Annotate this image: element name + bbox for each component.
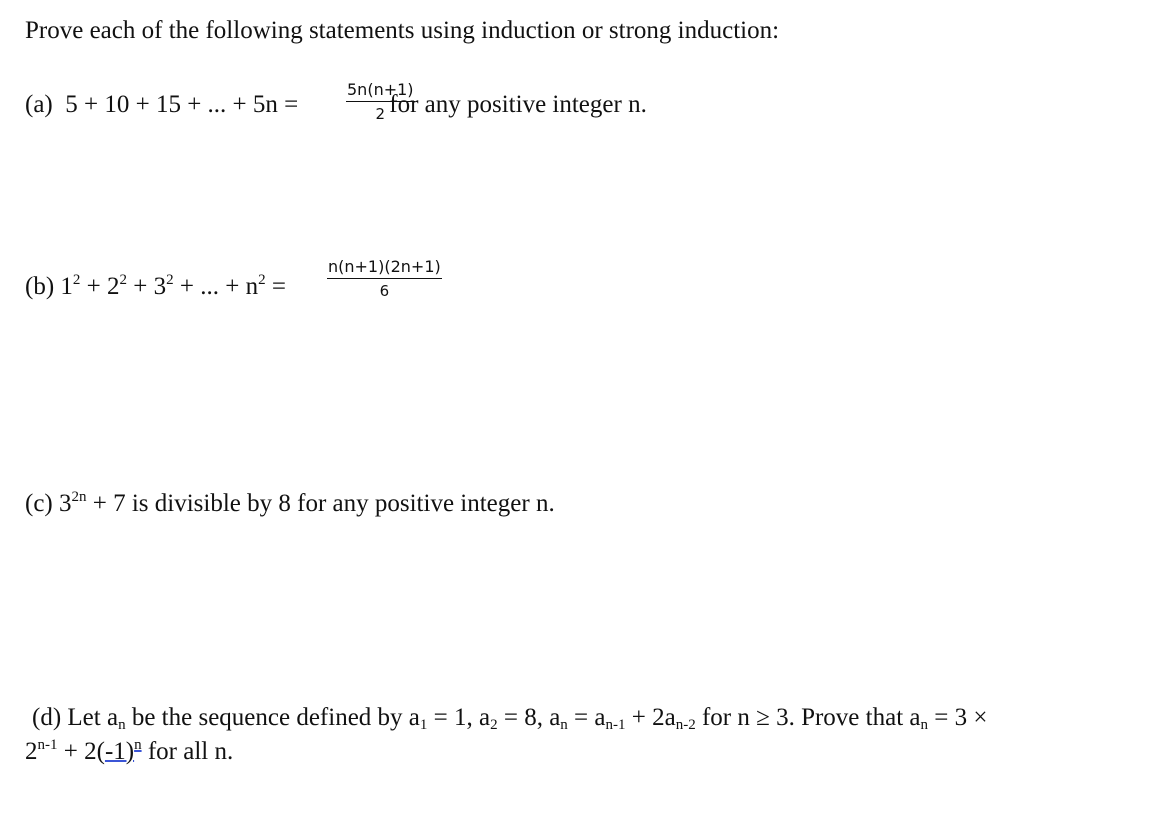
problem-a-fraction <box>346 81 415 123</box>
problem-d-sub-1: 1 <box>419 717 428 733</box>
problem-b-exp1: 2 <box>72 272 81 288</box>
problem-d-base2: 2 <box>25 738 38 765</box>
problem-d-sub-n-2: n-2 <box>675 717 696 733</box>
problem-b-exp3: 2 <box>166 272 174 288</box>
problem-c <box>25 489 555 519</box>
problem-a-rhs: for any positive integer n. <box>389 91 647 118</box>
problem-c-text: + 7 is divisible by 8 for any positive integer n. <box>92 490 555 517</box>
problem-d-line2 <box>25 737 233 767</box>
problem-b <box>25 272 286 302</box>
problem-b-term1: 1 <box>60 273 73 300</box>
problem-a-lhs: 5 + 10 + 15 + ... + 5n = <box>65 91 299 118</box>
problem-c-exponent: 2n <box>71 489 87 505</box>
problem-d-sub-n1: n-1 <box>605 717 626 733</box>
problem-d-text1: Let a <box>67 704 119 731</box>
problem-d-text6: + 2a <box>631 704 676 731</box>
problem-d-text4: = 8, a <box>503 704 561 731</box>
problem-c-base: 3 <box>59 490 72 517</box>
problem-b-equals: = <box>271 273 286 300</box>
problem-b-label: (b) <box>25 273 55 300</box>
problem-d-neg-one: -1) <box>104 738 135 765</box>
problem-a-numerator: 5n(n+1) <box>346 81 415 102</box>
problem-d-mid: + 2( <box>63 738 105 765</box>
problem-d-exp-n1: n-1 <box>37 737 58 753</box>
problem-b-term2: + 2 <box>86 273 120 300</box>
problem-d-sub-2: 2 <box>490 717 498 733</box>
problem-b-numerator: n(n+1)(2n+1) <box>327 258 442 279</box>
problem-a <box>25 90 647 120</box>
problem-a-denominator: 2 <box>375 105 386 123</box>
problem-b-exp2: 2 <box>119 272 128 288</box>
problem-d-text5: = a <box>574 704 606 731</box>
problem-d-text2: be the sequence defined by a <box>131 704 420 731</box>
problem-d-end: for all n. <box>147 738 234 765</box>
problem-c-label: (c) <box>25 490 53 517</box>
problem-b-exp4: 2 <box>258 272 266 288</box>
problem-d-sub-n: n <box>118 717 126 733</box>
problem-d-text3: = 1, a <box>433 704 491 731</box>
problem-d-text7: for n ≥ 3. Prove that a <box>701 704 921 731</box>
problem-b-term3: + 3 <box>133 273 167 300</box>
problem-b-denominator: 6 <box>379 282 390 300</box>
problem-d-label: (d) <box>32 704 62 731</box>
problem-d-sub-n2: n <box>560 717 568 733</box>
instructions-heading: Prove each of the following statements using induction or strong induction: <box>25 17 780 44</box>
problem-b-fraction <box>327 258 442 300</box>
problem-b-term4: + ... + n <box>179 273 259 300</box>
problem-a-label: (a) <box>25 91 53 118</box>
problem-d-text8: = 3 × <box>934 704 988 731</box>
problem-d-line1 <box>32 703 987 733</box>
problem-d-sub-n3: n <box>920 717 928 733</box>
problem-d-exp-n: n <box>134 737 142 753</box>
